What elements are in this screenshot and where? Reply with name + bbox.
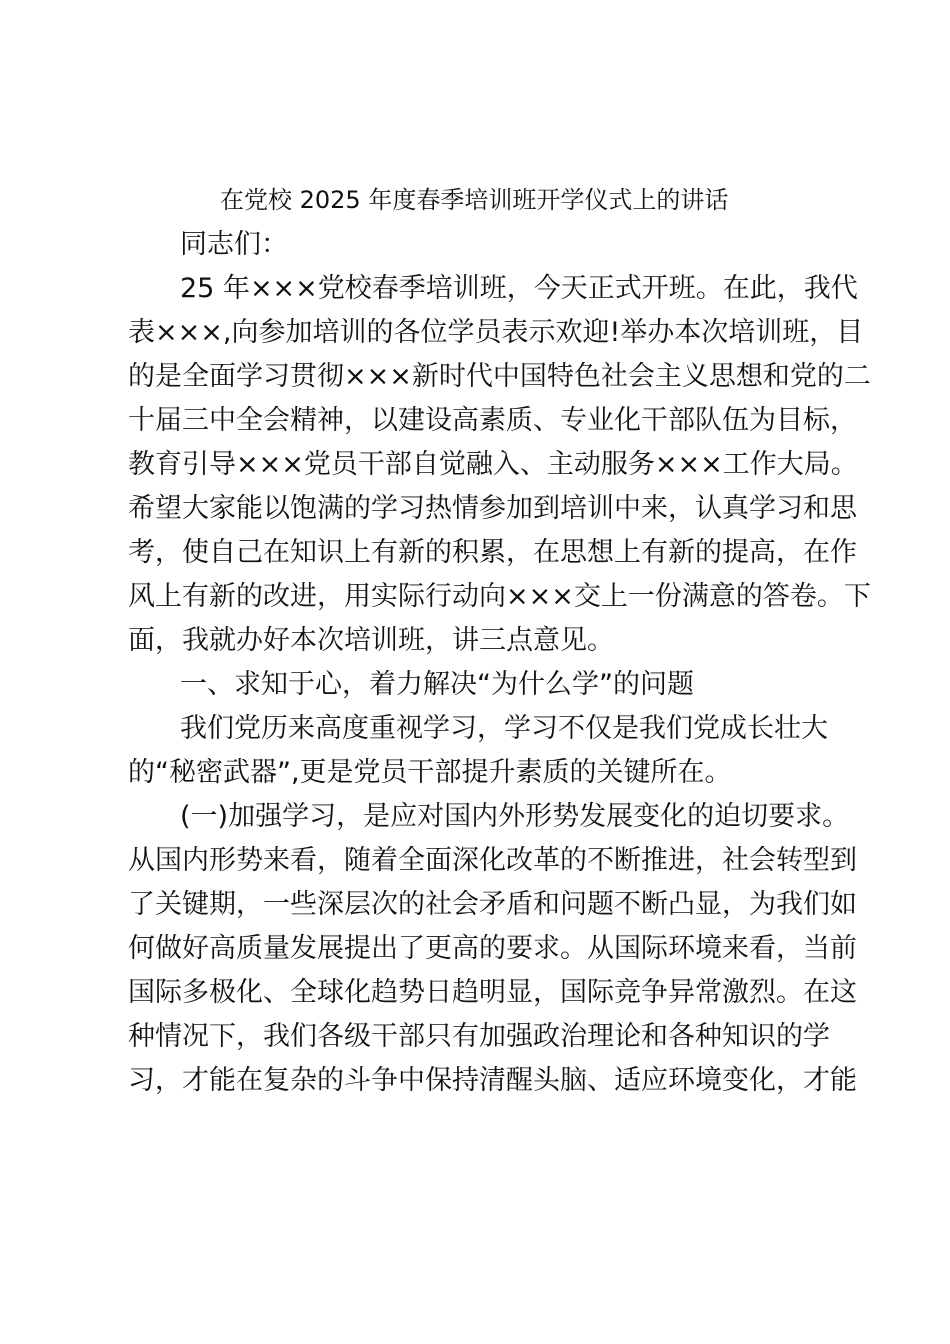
- paragraph-line: 面，我就办好本次培训班，讲三点意见。: [128, 625, 614, 656]
- paragraph-line: 的是全面学习贯彻×××新时代中国特色社会主义思想和党的二: [128, 361, 871, 392]
- paragraph-line: 表×××,向参加培训的各位学员表示欢迎!举办本次培训班，目: [128, 317, 864, 348]
- subsection-line: (一)加强学习，是应对国内外形势发展变化的迫切要求。: [180, 801, 850, 832]
- paragraph-line: 了关键期，一些深层次的社会矛盾和问题不断凸显，为我们如: [128, 889, 857, 920]
- paragraph-line: 25 年×××党校春季培训班，今天正式开班。在此，我代: [180, 273, 858, 304]
- salutation: 同志们：: [180, 229, 288, 260]
- section-heading: 一、求知于心，着力解决“为什么学”的问题: [180, 669, 694, 700]
- paragraph-line: 我们党历来高度重视学习，学习不仅是我们党成长壮大: [180, 713, 828, 744]
- paragraph-line: 种情况下，我们各级干部只有加强政治理论和各种知识的学: [128, 1021, 830, 1052]
- paragraph-line: 十届三中全会精神，以建设高素质、专业化干部队伍为目标，: [128, 405, 857, 436]
- paragraph-line: 的“秘密武器”,更是党员干部提升素质的关键所在。: [128, 757, 732, 788]
- paragraph-line: 教育引导×××党员干部自觉融入、主动服务×××工作大局。: [128, 449, 858, 480]
- paragraph-line: 风上有新的改进，用实际行动向×××交上一份满意的答卷。下: [128, 581, 871, 612]
- document-page: [128, 183, 871, 1103]
- paragraph-line: 习，才能在复杂的斗争中保持清醒头脑、适应环境变化，才能: [128, 1065, 857, 1096]
- document-title: 在党校 2025 年度春季培训班开学仪式上的讲话: [220, 186, 729, 214]
- paragraph-line: 何做好高质量发展提出了更高的要求。从国际环境来看，当前: [128, 933, 857, 964]
- paragraph-line: 考，使自己在知识上有新的积累，在思想上有新的提高，在作: [128, 537, 857, 568]
- paragraph-line: 希望大家能以饱满的学习热情参加到培训中来，认真学习和思: [128, 493, 857, 524]
- paragraph-line: 国际多极化、全球化趋势日趋明显，国际竞争异常激烈。在这: [128, 977, 857, 1008]
- paragraph-line: 从国内形势来看，随着全面深化改革的不断推进，社会转型到: [128, 845, 857, 876]
